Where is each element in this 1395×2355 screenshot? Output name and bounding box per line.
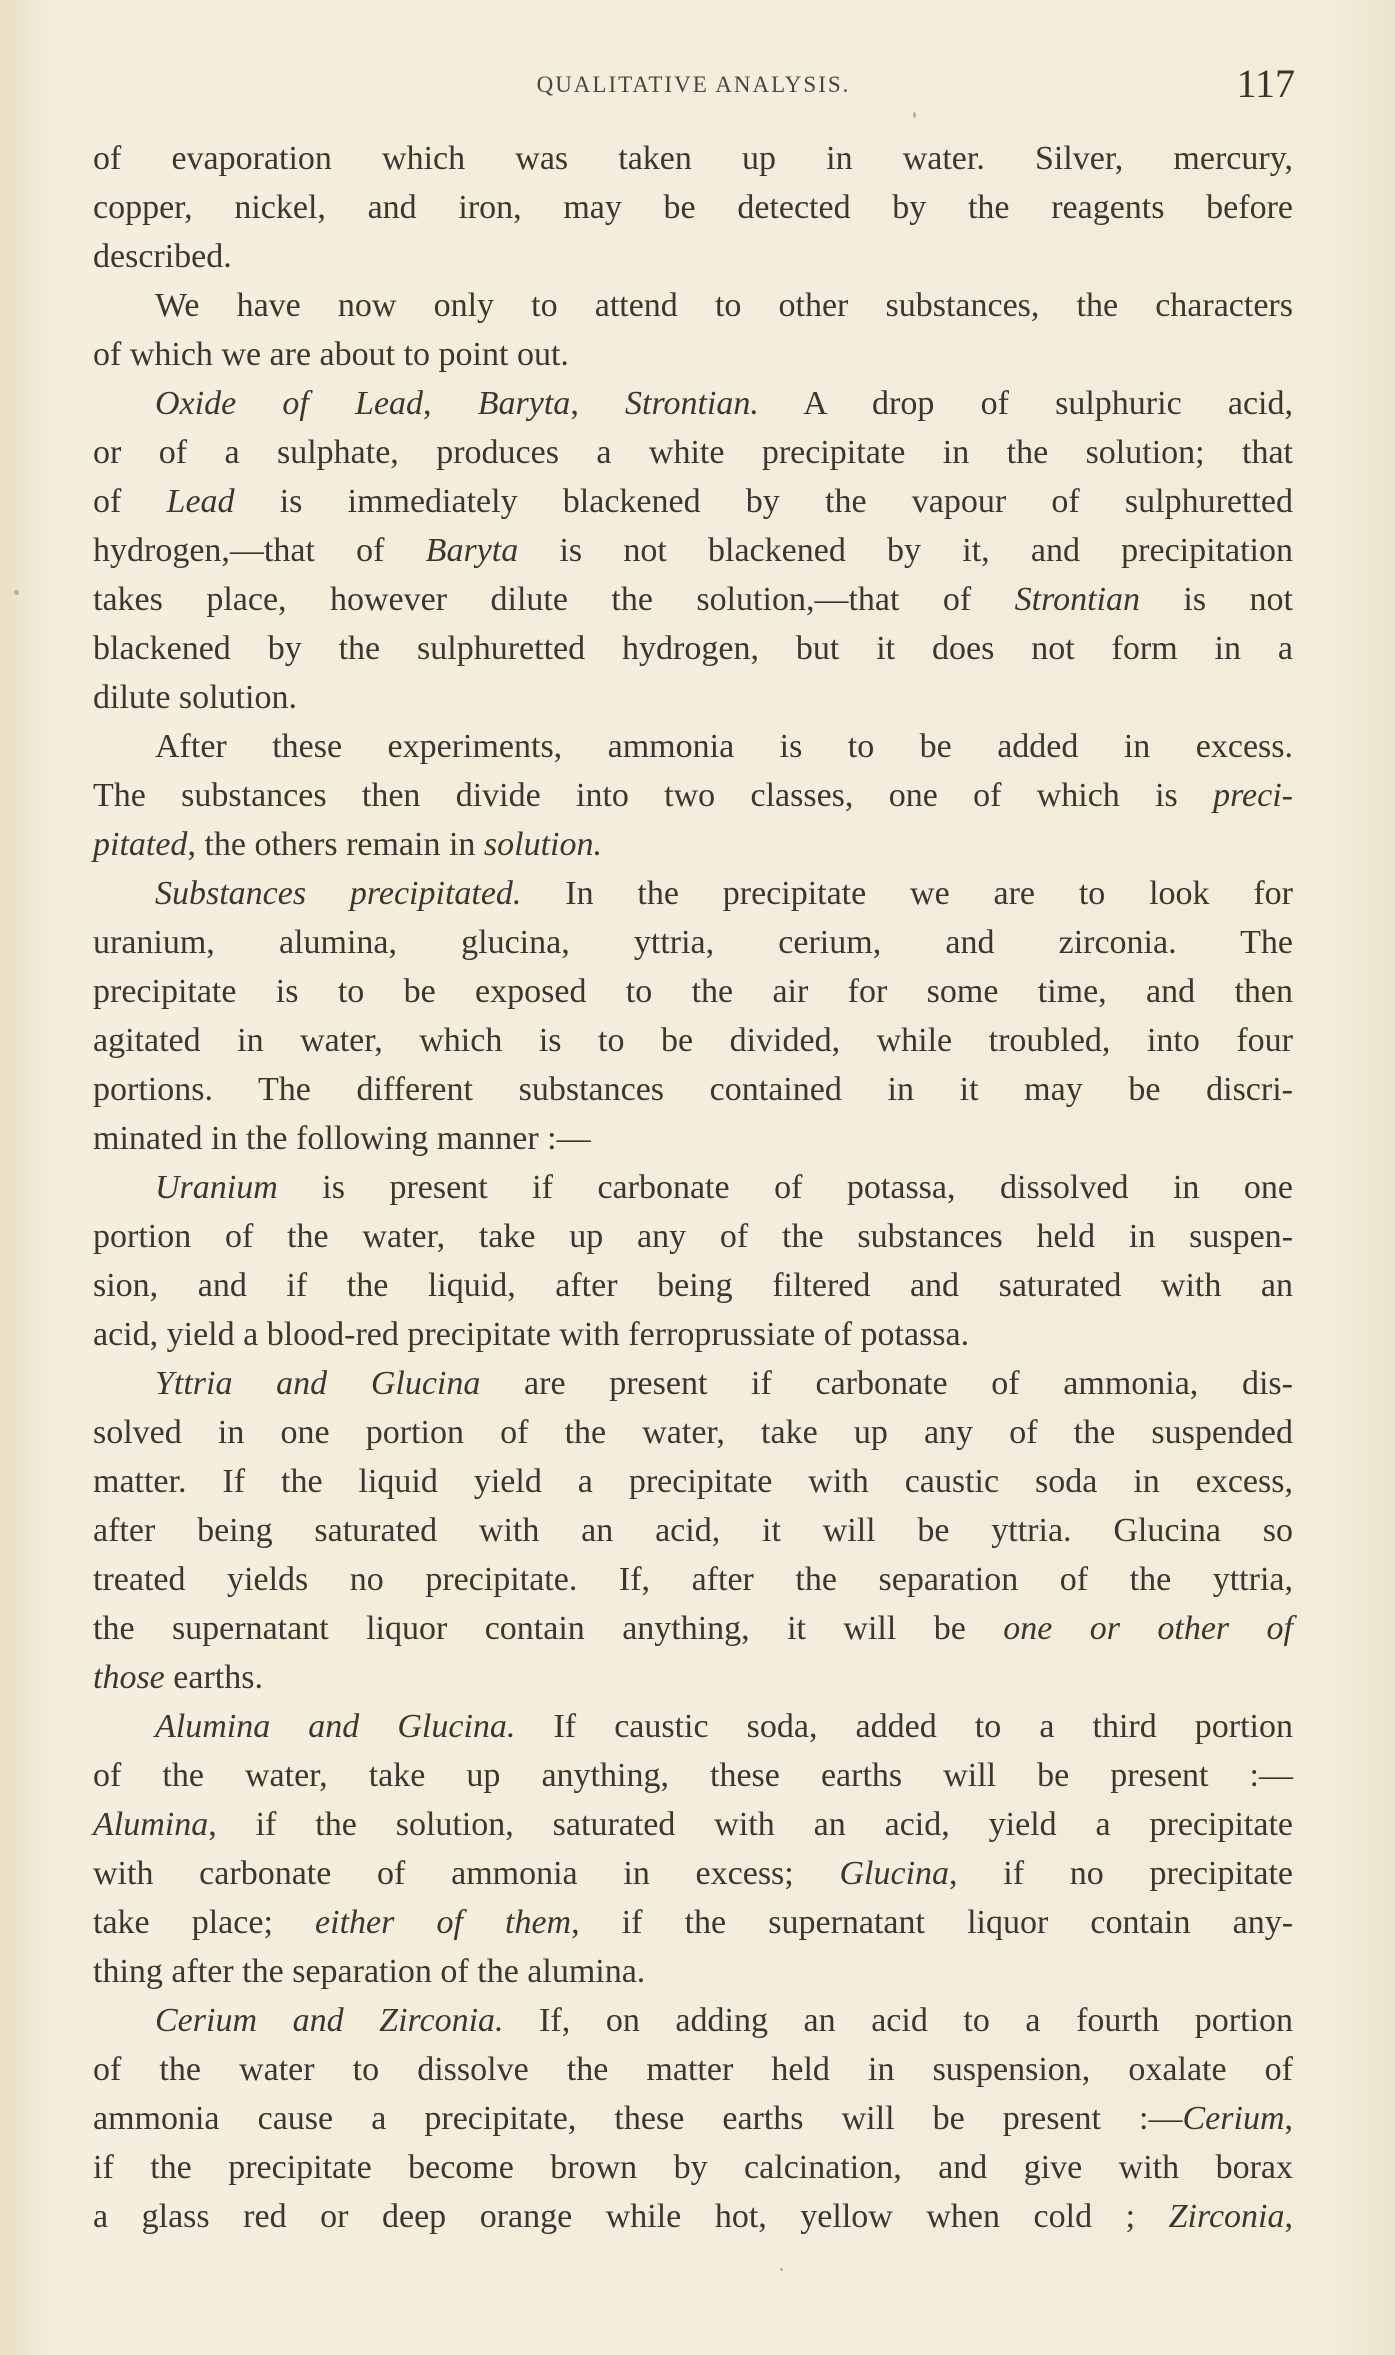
text-line	[93, 1555, 1293, 1604]
text-line	[93, 1261, 1293, 1310]
text-run: takes place, however dilute the solution,—that of	[93, 581, 1015, 618]
text-line	[93, 967, 1293, 1016]
text-line	[93, 526, 1293, 575]
text-run: is present if carbonate of potassa, dissolved in one	[277, 1169, 1293, 1206]
italic-term: solution.	[483, 826, 602, 863]
text-line	[93, 477, 1293, 526]
text-run: earths.	[164, 1659, 263, 1696]
text-run: precipitate is to be exposed to the air for some time, and then	[93, 973, 1293, 1010]
text-run: In the precipitate we are to look for	[521, 875, 1293, 912]
text-run: the supernatant liquor contain anything, it will be	[93, 1610, 1004, 1647]
text-line	[93, 134, 1293, 183]
text-run: matter. If the liquid yield a precipitate with caustic soda in excess,	[93, 1463, 1293, 1500]
italic-term: Baryta	[425, 532, 519, 569]
paper-speck	[780, 2268, 783, 2271]
text-run: portions. The different substances contained in it may be discri-	[93, 1071, 1293, 1108]
body-text	[93, 134, 1293, 2241]
text-line	[93, 722, 1293, 771]
text-line	[93, 918, 1293, 967]
text-run: , the others remain in	[187, 826, 484, 863]
text-run: a glass red or deep orange while hot, yellow when cold ;	[93, 2198, 1169, 2235]
text-line	[93, 1359, 1293, 1408]
text-line	[93, 1947, 1293, 1996]
text-run: are present if carbonate of ammonia, dis-	[480, 1365, 1293, 1402]
running-head	[92, 60, 1295, 106]
text-line	[93, 1751, 1293, 1800]
text-line	[93, 1506, 1293, 1555]
italic-term: Yttria and Glucina	[155, 1365, 481, 1402]
text-line	[93, 771, 1293, 820]
text-run: A drop of sulphuric acid,	[758, 385, 1293, 422]
text-run: If caustic soda, added to a third portion	[515, 1708, 1293, 1745]
text-line	[93, 869, 1293, 918]
text-line	[93, 1604, 1293, 1653]
text-run: or of a sulphate, produces a white precipitate in the solution; that	[93, 434, 1293, 471]
text-run: of the water to dissolve the matter held in suspension, oxalate of	[93, 2051, 1293, 2088]
text-line	[93, 183, 1293, 232]
text-line	[93, 2045, 1293, 2094]
text-run: ,	[1284, 2198, 1293, 2235]
text-run: of which we are about to point out.	[93, 336, 569, 373]
text-run: , if the supernatant liquor contain any-	[571, 1904, 1294, 1941]
text-line	[93, 1653, 1293, 1702]
text-run: if the precipitate become brown by calcination, and give with borax	[93, 2149, 1293, 2186]
text-line	[93, 428, 1293, 477]
italic-term: Lead	[166, 483, 235, 520]
text-run: treated yields no precipitate. If, after the separation of the yttria,	[93, 1561, 1293, 1598]
text-line	[93, 1016, 1293, 1065]
text-run: ,	[1284, 2100, 1293, 2137]
text-run: described.	[93, 238, 232, 275]
text-run: uranium, alumina, glucina, yttria, cerium, and zirconia. The	[93, 924, 1293, 961]
text-run: We have now only to attend to other substances, the characters	[155, 287, 1293, 324]
text-run: of the water, take up anything, these earths will be present :—	[93, 1757, 1293, 1794]
text-run: copper, nickel, and iron, may be detected by the reagents before	[93, 189, 1293, 226]
text-run: is not blackened by it, and precipitation	[518, 532, 1294, 569]
text-line	[93, 1457, 1293, 1506]
text-line	[93, 2143, 1293, 2192]
page-number: 117	[1236, 61, 1295, 106]
text-line	[93, 2192, 1293, 2241]
text-run: of	[93, 483, 167, 520]
text-line	[93, 1114, 1293, 1163]
paper-speck	[913, 112, 916, 118]
text-run: acid, yield a blood-red precipitate with ferroprussiate of potassa.	[93, 1316, 970, 1353]
text-line	[93, 1065, 1293, 1114]
italic-term: Strontian.	[625, 385, 759, 422]
italic-term: Baryta	[477, 385, 571, 422]
text-line	[93, 1800, 1293, 1849]
text-line	[93, 1408, 1293, 1457]
italic-term: Strontian	[1014, 581, 1140, 618]
text-run: sion, and if the liquid, after being filtered and saturated with an	[93, 1267, 1293, 1304]
text-run: hydrogen,—that of	[93, 532, 426, 569]
text-line	[93, 281, 1293, 330]
text-run: , if no precipitate	[949, 1855, 1293, 1892]
text-line	[93, 673, 1293, 722]
italic-term: either of them	[315, 1904, 572, 1941]
text-run: blackened by the sulphuretted hydrogen, but it does not form in a	[93, 630, 1293, 667]
text-line	[93, 1212, 1293, 1261]
italic-term: one or other of	[1003, 1610, 1293, 1647]
italic-term: pitated	[93, 826, 188, 863]
text-line	[93, 575, 1293, 624]
text-run: thing after the separation of the alumina.	[93, 1953, 646, 1990]
text-line	[93, 624, 1293, 673]
italic-term: preci-	[1213, 777, 1293, 814]
text-run: ,	[423, 385, 478, 422]
text-run: dilute solution.	[93, 679, 297, 716]
text-line	[93, 1163, 1293, 1212]
paper-speck	[14, 590, 19, 595]
text-run: is immediately blackened by the vapour of sulphuretted	[234, 483, 1293, 520]
italic-term: Cerium	[1182, 2100, 1285, 2137]
text-line	[93, 1310, 1293, 1359]
italic-term: those	[93, 1659, 165, 1696]
text-run: ,	[570, 385, 626, 422]
italic-term: Substances precipitated.	[155, 875, 522, 912]
text-run: After these experiments, ammonia is to be added in excess.	[155, 728, 1293, 765]
text-line	[93, 379, 1293, 428]
text-run: agitated in water, which is to be divided, while troubled, into four	[93, 1022, 1293, 1059]
italic-term: Zirconia	[1168, 2198, 1285, 2235]
italic-term: Alumina	[93, 1806, 209, 1843]
text-run: solved in one portion of the water, take up any of the suspended	[93, 1414, 1293, 1451]
italic-term: Glucina	[839, 1855, 950, 1892]
text-run: The substances then divide into two classes, one of which is	[93, 777, 1214, 814]
text-line	[93, 1702, 1293, 1751]
text-line	[93, 330, 1293, 379]
text-line	[93, 1898, 1293, 1947]
text-run: after being saturated with an acid, it will be yttria. Glucina so	[93, 1512, 1293, 1549]
italic-term: Alumina and Glucina.	[155, 1708, 516, 1745]
italic-term: Cerium and Zirconia.	[155, 2002, 504, 2039]
text-line	[93, 2094, 1293, 2143]
italic-term: Oxide of Lead	[155, 385, 424, 422]
text-run: minated in the following manner :—	[93, 1120, 591, 1157]
text-line	[93, 232, 1293, 281]
text-run: If, on adding an acid to a fourth portion	[503, 2002, 1293, 2039]
text-run: portion of the water, take up any of the substances held in suspen-	[93, 1218, 1293, 1255]
text-line	[93, 820, 1293, 869]
text-run: is not	[1139, 581, 1293, 618]
text-run: take place;	[93, 1904, 316, 1941]
text-run: of evaporation which was taken up in water. Silver, mercury,	[93, 140, 1293, 177]
text-run: with carbonate of ammonia in excess;	[93, 1855, 840, 1892]
text-line	[93, 1849, 1293, 1898]
italic-term: Uranium	[155, 1169, 278, 1206]
text-run: ammonia cause a precipitate, these earths will be present :—	[93, 2100, 1183, 2137]
text-line	[93, 1996, 1293, 2045]
text-run: , if the solution, saturated with an acid, yield a precipitate	[208, 1806, 1293, 1843]
running-title: QUALITATIVE ANALYSIS.	[536, 72, 851, 97]
